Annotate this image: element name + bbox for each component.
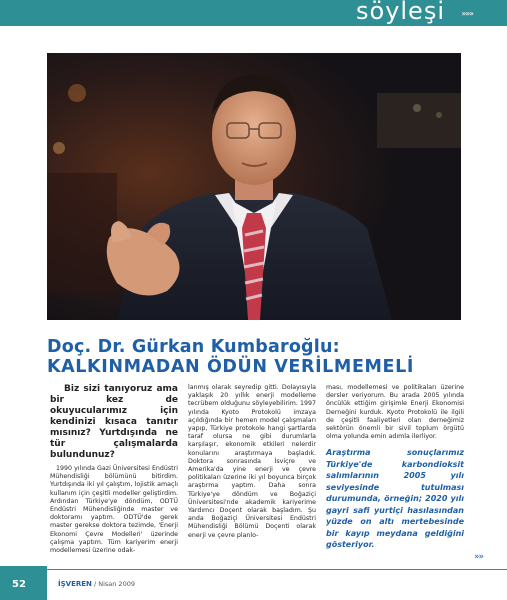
article-title [47, 337, 477, 377]
interview-photo [47, 53, 461, 320]
section-chevrons: »»» [461, 9, 473, 18]
article-end-mark: »» [474, 552, 484, 562]
footer-divider [47, 569, 507, 570]
answer-paragraph-3: ması, modellemesi ve politikaları üzerine dersler veriyorum. Bu arada 2005 yılında öncülük ettiğim girişimle Enerji Ekonomisi Derneğini kurduk. Kyoto Protokolü ile ilgili de çeşitli faaliyetleri olan derneğimiz sektörün önemli bir sivil toplum örgütü olma yolunda emin adımla ilerliyor. [326, 384, 464, 441]
column-1 [50, 384, 178, 556]
column-2 [188, 384, 316, 541]
page-number: 52 [12, 579, 26, 590]
pull-quote: Araştırma sonuçlarımız Türkiye'de karbondioksit salımlarının 2005 yılı seviyesinde tutulması durumunda, örneğin; 2020 yılı gayri safi yurtiçi hasılasından yüzde on altı mertebesinde bir kayıp meydana geldiğini gösteriyor. [326, 448, 464, 550]
issue-date: / Nisan 2009 [91, 580, 135, 588]
header-band [0, 0, 507, 26]
interviewee-name: Doç. Dr. Gürkan Kumbaroğlu: [47, 337, 340, 357]
answer-paragraph-1: 1990 yılında Gazi Üniversitesi Endüstri Mühendisliği bölümünü bitirdim. Yurtdışında iki yıl çalıştım, lojistik amaçlı kullanım için çeşitli modeller geliştirdim. Ardından Türkiye'ye döndüm, ODTÜ Endüstri Mühendisliğinde master ve doktoramı yaptım. ODTÜ'de gerek master gerekse doktora tezimde, 'Enerji Ekonomi Çevre Modelleri' üzerinde çalışma yaptım. Tüm kariyerim enerji modellemesi üzerine odak- [50, 465, 178, 555]
magazine-name: İŞVEREN [58, 580, 92, 588]
answer-paragraph-2: lanmış olarak seyredip gitti. Dolayısıyla yaklaşık 20 yıllık enerji modelleme tecrübem olduğunu söyleyebilirim. 1997 yılında Kyoto Protokolü imzaya açıldığında bir hemen model çalışmaları yapıp, Türkiye protokole hangi şartlarda taraf olursa ne gibi durumlarla karşılaşır, ekonomik etkileri nelerdir konularını araştırmaya başladık. Doktora sonrasında İsviçre ve Amerika'da yine enerji ve çevre politikaları üzerine iki yıl boyunca birçok araştırma yaptım. Daha sonra Türkiye'ye döndüm ve Boğaziçi Üniversitesi'nde akademik kariyerime Yardımcı Doçent olarak başladım. Şu anda Boğaziçi Üniversitesi Endüstri Mühendisliği Bölümü Doçenti olarak enerji ve çevre planlo- [188, 384, 316, 539]
section-title: söyleşi [356, 0, 445, 25]
column-3 [326, 384, 464, 551]
interview-question: Biz sizi tanıyoruz ama bir kez de okuyucularımız için kendinizi kısaca tanıtır mısınız? Yurtdışında ne tür çalışmalarda bulundunuz? [50, 384, 178, 460]
footer-brand [58, 580, 135, 588]
article-headline: KALKINMADAN ÖDÜN VERİLMEMELİ [47, 357, 414, 377]
